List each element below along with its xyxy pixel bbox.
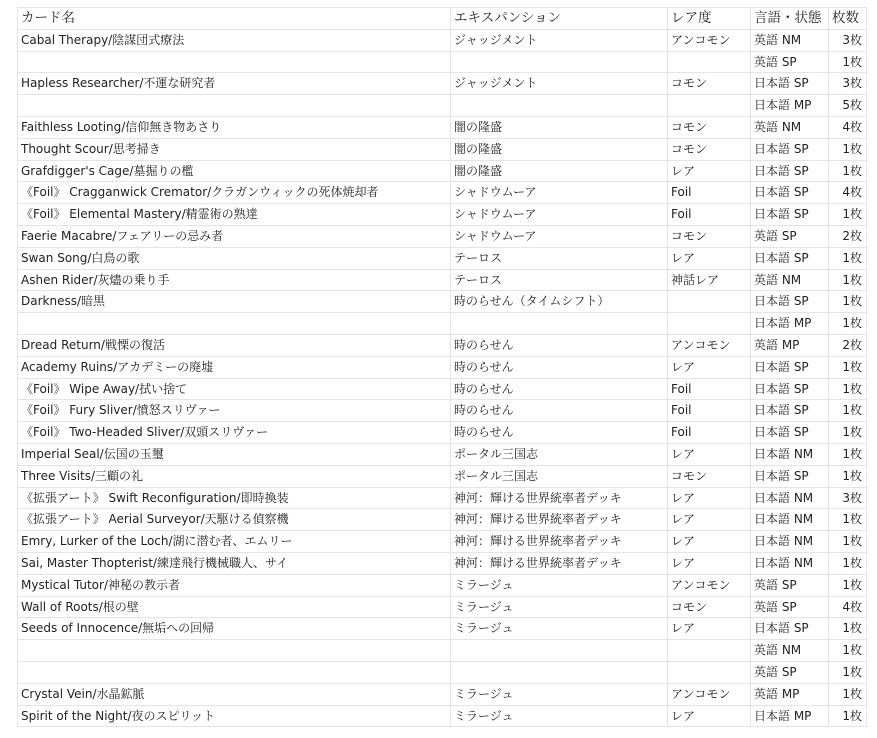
card-name-cell: 《Foil》 Two-Headed Sliver/双頭スリヴァー (18, 422, 451, 444)
language-condition-cell: 日本語 MP (751, 313, 829, 335)
language-condition-cell: 日本語 SP (751, 618, 829, 640)
quantity-cell: 1枚 (829, 247, 867, 269)
card-name-cell: Three Visits/三顧の礼 (18, 465, 451, 487)
language-condition-cell: 日本語 SP (751, 291, 829, 313)
quantity-cell: 3枚 (829, 29, 867, 51)
header-expansion: エキスパンション (451, 8, 668, 30)
language-condition-cell: 日本語 MP (751, 705, 829, 727)
language-condition-cell: 日本語 SP (751, 204, 829, 226)
rarity-cell: レア (668, 618, 751, 640)
expansion-cell: 時のらせん (451, 400, 668, 422)
language-condition-cell: 日本語 SP (751, 73, 829, 95)
table-row (18, 73, 867, 95)
card-name-cell: Thought Scour/思考掃き (18, 138, 451, 160)
expansion-cell (451, 640, 668, 662)
table-row (18, 29, 867, 51)
rarity-cell (668, 291, 751, 313)
quantity-cell: 1枚 (829, 509, 867, 531)
table-row (18, 618, 867, 640)
rarity-cell: レア (668, 487, 751, 509)
card-name-cell: Dread Return/戦慄の復活 (18, 334, 451, 356)
card-name-cell: Cabal Therapy/陰謀団式療法 (18, 29, 451, 51)
expansion-cell: ミラージュ (451, 683, 668, 705)
quantity-cell: 4枚 (829, 596, 867, 618)
table-row (18, 51, 867, 73)
language-condition-cell: 英語 SP (751, 574, 829, 596)
rarity-cell: アンコモン (668, 334, 751, 356)
expansion-cell: テーロス (451, 247, 668, 269)
table-row (18, 465, 867, 487)
language-condition-cell: 日本語 NM (751, 443, 829, 465)
table-row (18, 552, 867, 574)
expansion-cell: ポータル三国志 (451, 465, 668, 487)
table-row (18, 705, 867, 727)
expansion-cell: テーロス (451, 269, 668, 291)
quantity-cell: 4枚 (829, 182, 867, 204)
language-condition-cell: 日本語 NM (751, 487, 829, 509)
table-row (18, 247, 867, 269)
expansion-cell: ミラージュ (451, 705, 668, 727)
quantity-cell: 1枚 (829, 356, 867, 378)
expansion-cell (451, 313, 668, 335)
rarity-cell: レア (668, 356, 751, 378)
rarity-cell (668, 661, 751, 683)
rarity-cell: レア (668, 160, 751, 182)
expansion-cell: シャドウムーア (451, 182, 668, 204)
card-name-cell (18, 661, 451, 683)
table-row (18, 182, 867, 204)
card-name-cell (18, 640, 451, 662)
quantity-cell: 1枚 (829, 378, 867, 400)
expansion-cell: 闇の隆盛 (451, 160, 668, 182)
language-condition-cell: 英語 SP (751, 596, 829, 618)
expansion-cell: シャドウムーア (451, 204, 668, 226)
rarity-cell: レア (668, 443, 751, 465)
table-row (18, 95, 867, 117)
table-row (18, 683, 867, 705)
card-name-cell: Wall of Roots/根の壁 (18, 596, 451, 618)
quantity-cell: 1枚 (829, 640, 867, 662)
card-name-cell: 《Foil》 Elemental Mastery/精霊術の熟達 (18, 204, 451, 226)
table-row (18, 204, 867, 226)
language-condition-cell: 日本語 SP (751, 400, 829, 422)
language-condition-cell: 英語 NM (751, 269, 829, 291)
rarity-cell: Foil (668, 204, 751, 226)
rarity-cell: アンコモン (668, 683, 751, 705)
expansion-cell: シャドウムーア (451, 225, 668, 247)
quantity-cell: 3枚 (829, 487, 867, 509)
expansion-cell: 時のらせん (451, 334, 668, 356)
expansion-cell: ミラージュ (451, 618, 668, 640)
card-name-cell: 《拡張アート》 Swift Reconfiguration/即時換装 (18, 487, 451, 509)
quantity-cell: 1枚 (829, 552, 867, 574)
rarity-cell: レア (668, 552, 751, 574)
language-condition-cell: 日本語 SP (751, 422, 829, 444)
expansion-cell: 時のらせん (451, 356, 668, 378)
quantity-cell: 1枚 (829, 269, 867, 291)
rarity-cell: レア (668, 705, 751, 727)
card-name-cell (18, 51, 451, 73)
card-name-cell: 《Foil》 Wipe Away/拭い捨て (18, 378, 451, 400)
table-row (18, 269, 867, 291)
rarity-cell: Foil (668, 422, 751, 444)
language-condition-cell: 日本語 MP (751, 95, 829, 117)
language-condition-cell: 日本語 NM (751, 552, 829, 574)
language-condition-cell: 日本語 SP (751, 247, 829, 269)
quantity-cell: 1枚 (829, 705, 867, 727)
quantity-cell: 1枚 (829, 51, 867, 73)
rarity-cell: 神話レア (668, 269, 751, 291)
rarity-cell (668, 640, 751, 662)
expansion-cell: 神河：輝ける世界統率者デッキ (451, 531, 668, 553)
expansion-cell: 時のらせん（タイムシフト） (451, 291, 668, 313)
header-rarity: レア度 (668, 8, 751, 30)
quantity-cell: 1枚 (829, 618, 867, 640)
rarity-cell: レア (668, 247, 751, 269)
quantity-cell: 1枚 (829, 160, 867, 182)
quantity-cell: 5枚 (829, 95, 867, 117)
quantity-cell: 1枚 (829, 138, 867, 160)
rarity-cell: アンコモン (668, 574, 751, 596)
quantity-cell: 1枚 (829, 683, 867, 705)
header-language-condition: 言語・状態 (751, 8, 829, 30)
expansion-cell (451, 95, 668, 117)
language-condition-cell: 英語 SP (751, 51, 829, 73)
card-name-cell: Faerie Macabre/フェアリーの忌み者 (18, 225, 451, 247)
rarity-cell (668, 51, 751, 73)
card-name-cell: 《拡張アート》 Aerial Surveyor/天駆ける偵察機 (18, 509, 451, 531)
rarity-cell: レア (668, 531, 751, 553)
language-condition-cell: 日本語 SP (751, 465, 829, 487)
table-row (18, 574, 867, 596)
card-name-cell: Sai, Master Thopterist/練達飛行機械職人、サイ (18, 552, 451, 574)
rarity-cell: コモン (668, 465, 751, 487)
card-name-cell: Grafdigger's Cage/墓掘りの檻 (18, 160, 451, 182)
card-name-cell: Mystical Tutor/神秘の教示者 (18, 574, 451, 596)
table-row (18, 531, 867, 553)
table-row (18, 291, 867, 313)
language-condition-cell: 英語 NM (751, 640, 829, 662)
card-name-cell: Spirit of the Night/夜のスピリット (18, 705, 451, 727)
quantity-cell: 4枚 (829, 116, 867, 138)
rarity-cell: アンコモン (668, 29, 751, 51)
rarity-cell: コモン (668, 116, 751, 138)
table-row (18, 138, 867, 160)
expansion-cell: 闇の隆盛 (451, 116, 668, 138)
card-name-cell: Ashen Rider/灰燼の乗り手 (18, 269, 451, 291)
card-name-cell: Seeds of Innocence/無垢への回帰 (18, 618, 451, 640)
table-row (18, 356, 867, 378)
quantity-cell: 1枚 (829, 291, 867, 313)
table-row (18, 487, 867, 509)
rarity-cell: コモン (668, 138, 751, 160)
table-row (18, 378, 867, 400)
expansion-cell: 神河：輝ける世界統率者デッキ (451, 509, 668, 531)
table-row (18, 443, 867, 465)
table-row (18, 509, 867, 531)
quantity-cell: 1枚 (829, 313, 867, 335)
card-name-cell: 《Foil》 Fury Sliver/憤怒スリヴァー (18, 400, 451, 422)
language-condition-cell: 英語 SP (751, 661, 829, 683)
table-body (18, 29, 867, 727)
table-row (18, 596, 867, 618)
rarity-cell (668, 313, 751, 335)
card-name-cell: Academy Ruins/アカデミーの廃墟 (18, 356, 451, 378)
language-condition-cell: 日本語 SP (751, 160, 829, 182)
expansion-cell: ミラージュ (451, 596, 668, 618)
rarity-cell: コモン (668, 73, 751, 95)
quantity-cell: 2枚 (829, 334, 867, 356)
language-condition-cell: 英語 MP (751, 334, 829, 356)
expansion-cell: ポータル三国志 (451, 443, 668, 465)
quantity-cell: 1枚 (829, 574, 867, 596)
language-condition-cell: 日本語 SP (751, 378, 829, 400)
card-name-cell: Darkness/暗黒 (18, 291, 451, 313)
quantity-cell: 1枚 (829, 661, 867, 683)
table-row (18, 640, 867, 662)
card-name-cell: Imperial Seal/伝国の玉璽 (18, 443, 451, 465)
card-name-cell: Hapless Researcher/不運な研究者 (18, 73, 451, 95)
quantity-cell: 1枚 (829, 204, 867, 226)
quantity-cell: 1枚 (829, 443, 867, 465)
rarity-cell: Foil (668, 400, 751, 422)
card-name-cell: Emry, Lurker of the Loch/湖に潜む者、エムリー (18, 531, 451, 553)
language-condition-cell: 日本語 SP (751, 182, 829, 204)
table-row (18, 160, 867, 182)
card-name-cell (18, 313, 451, 335)
expansion-cell: ジャッジメント (451, 73, 668, 95)
quantity-cell: 1枚 (829, 465, 867, 487)
card-inventory-table (17, 7, 867, 727)
header-card-name: カード名 (18, 8, 451, 30)
table-row (18, 334, 867, 356)
rarity-cell: コモン (668, 225, 751, 247)
table-row (18, 225, 867, 247)
expansion-cell: 時のらせん (451, 378, 668, 400)
expansion-cell: 時のらせん (451, 422, 668, 444)
table-row (18, 400, 867, 422)
expansion-cell (451, 661, 668, 683)
expansion-cell: ミラージュ (451, 574, 668, 596)
card-name-cell: Faithless Looting/信仰無き物あさり (18, 116, 451, 138)
rarity-cell: コモン (668, 596, 751, 618)
header-quantity: 枚数 (829, 8, 867, 30)
table-row (18, 313, 867, 335)
rarity-cell (668, 95, 751, 117)
language-condition-cell: 英語 NM (751, 116, 829, 138)
rarity-cell: Foil (668, 182, 751, 204)
expansion-cell: 神河：輝ける世界統率者デッキ (451, 552, 668, 574)
header-row (18, 8, 867, 30)
card-name-cell: 《Foil》 Cragganwick Cremator/クラガンウィックの死体焼却者 (18, 182, 451, 204)
table-row (18, 661, 867, 683)
language-condition-cell: 日本語 SP (751, 356, 829, 378)
expansion-cell: 神河：輝ける世界統率者デッキ (451, 487, 668, 509)
language-condition-cell: 英語 MP (751, 683, 829, 705)
rarity-cell: Foil (668, 378, 751, 400)
quantity-cell: 1枚 (829, 531, 867, 553)
quantity-cell: 2枚 (829, 225, 867, 247)
card-name-cell: Swan Song/白鳥の歌 (18, 247, 451, 269)
language-condition-cell: 英語 NM (751, 29, 829, 51)
quantity-cell: 3枚 (829, 73, 867, 95)
rarity-cell: レア (668, 509, 751, 531)
expansion-cell: 闇の隆盛 (451, 138, 668, 160)
expansion-cell (451, 51, 668, 73)
table-row (18, 116, 867, 138)
expansion-cell: ジャッジメント (451, 29, 668, 51)
quantity-cell: 1枚 (829, 422, 867, 444)
language-condition-cell: 日本語 NM (751, 531, 829, 553)
card-name-cell: Crystal Vein/水晶鉱脈 (18, 683, 451, 705)
quantity-cell: 1枚 (829, 400, 867, 422)
language-condition-cell: 英語 SP (751, 225, 829, 247)
language-condition-cell: 日本語 SP (751, 138, 829, 160)
table-row (18, 422, 867, 444)
language-condition-cell: 日本語 NM (751, 509, 829, 531)
card-name-cell (18, 95, 451, 117)
